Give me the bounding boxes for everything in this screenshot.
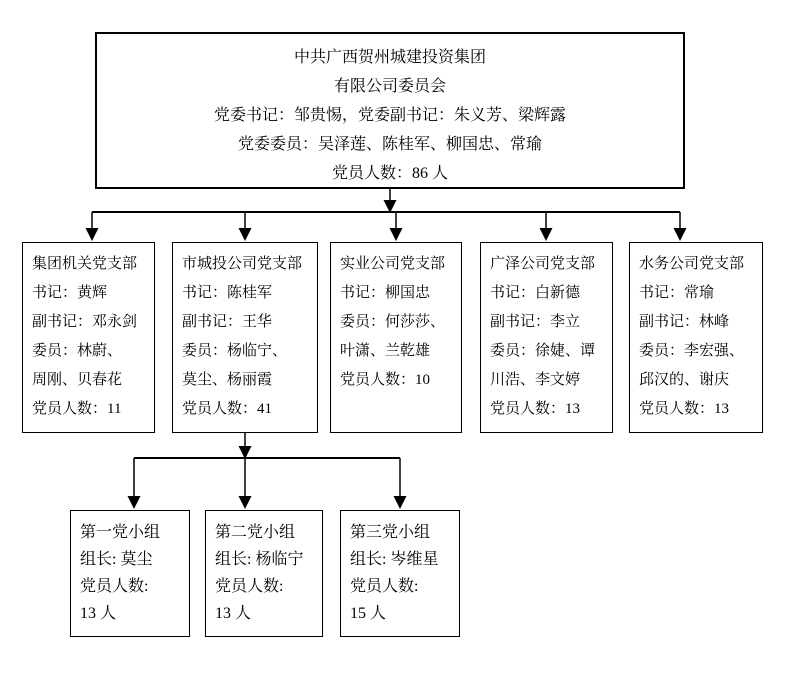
text-line: 党员人数: bbox=[80, 578, 149, 595]
group-box-3 bbox=[340, 510, 460, 637]
text-line: 书记：常瑜 bbox=[639, 285, 715, 301]
text-line: 有限公司委员会 bbox=[333, 78, 446, 95]
text-line: 组长: 岑维星 bbox=[350, 551, 439, 568]
text-line: 党员人数：86 人 bbox=[331, 165, 448, 182]
text-line: 党员人数: bbox=[215, 578, 284, 595]
text-line: 书记：柳国忠 bbox=[340, 285, 431, 301]
text-line: 书记：陈桂军 bbox=[182, 285, 273, 301]
text-line: 中共广西贺州城建投资集团 bbox=[293, 49, 486, 66]
text-line: 组长: 杨临宁 bbox=[215, 551, 304, 568]
text-line: 党委书记：邹贵惕，党委副书记：朱义芳、梁辉露 bbox=[213, 107, 566, 124]
text-line: 13 人 bbox=[215, 605, 252, 622]
text-line: 市城投公司党支部 bbox=[182, 256, 303, 272]
text-line: 水务公司党支部 bbox=[639, 256, 745, 272]
text-line: 党委委员：吴泽莲、陈桂军、柳国忠、常瑜 bbox=[237, 136, 542, 153]
group-box-2 bbox=[205, 510, 323, 637]
text-line: 副书记：邓永剑 bbox=[32, 314, 138, 330]
branch-box-chengtou bbox=[172, 242, 318, 433]
text-line: 委员：徐婕、谭 bbox=[490, 343, 596, 359]
branch-box-shiye bbox=[330, 242, 462, 433]
text-line: 委员：李宏强、 bbox=[639, 343, 745, 359]
text-line: 书记：白新德 bbox=[490, 285, 581, 301]
text-line: 川浩、李文婷 bbox=[490, 372, 581, 388]
text-line: 实业公司党支部 bbox=[340, 256, 446, 272]
text-line: 莫尘、杨丽霞 bbox=[182, 372, 273, 388]
text-line: 广泽公司党支部 bbox=[490, 256, 596, 272]
text-line: 第二党小组 bbox=[215, 524, 296, 541]
text-line: 党员人数：41 bbox=[182, 401, 273, 417]
text-line: 周刚、贝春花 bbox=[32, 372, 123, 388]
text-line: 党员人数: bbox=[350, 578, 419, 595]
text-line: 第三党小组 bbox=[350, 524, 431, 541]
text-line: 第一党小组 bbox=[80, 524, 161, 541]
branch-box-guangze bbox=[480, 242, 613, 433]
text-line: 叶潇、兰乾雄 bbox=[340, 343, 431, 359]
text-line: 组长: 莫尘 bbox=[80, 551, 153, 568]
text-line: 党员人数：11 bbox=[32, 401, 122, 417]
text-line: 15 人 bbox=[350, 605, 387, 622]
group-box-1 bbox=[70, 510, 190, 637]
branch-box-group-hq bbox=[22, 242, 155, 433]
text-line: 书记：黄辉 bbox=[32, 285, 108, 301]
text-line: 党员人数：13 bbox=[639, 401, 730, 417]
text-line: 13 人 bbox=[80, 605, 117, 622]
text-line: 邱汉的、谢庆 bbox=[639, 372, 730, 388]
text-line: 党员人数：10 bbox=[340, 372, 431, 388]
text-line: 集团机关党支部 bbox=[32, 256, 138, 272]
committee-box bbox=[95, 32, 685, 189]
text-line: 委员：林蔚、 bbox=[32, 343, 123, 359]
text-line: 副书记：王华 bbox=[182, 314, 273, 330]
branch-box-shuiwu bbox=[629, 242, 763, 433]
text-line: 副书记：林峰 bbox=[639, 314, 730, 330]
text-line: 委员：何莎莎、 bbox=[340, 314, 446, 330]
text-line: 委员：杨临宁、 bbox=[182, 343, 288, 359]
text-line: 副书记：李立 bbox=[490, 314, 581, 330]
text-line: 党员人数：13 bbox=[490, 401, 581, 417]
